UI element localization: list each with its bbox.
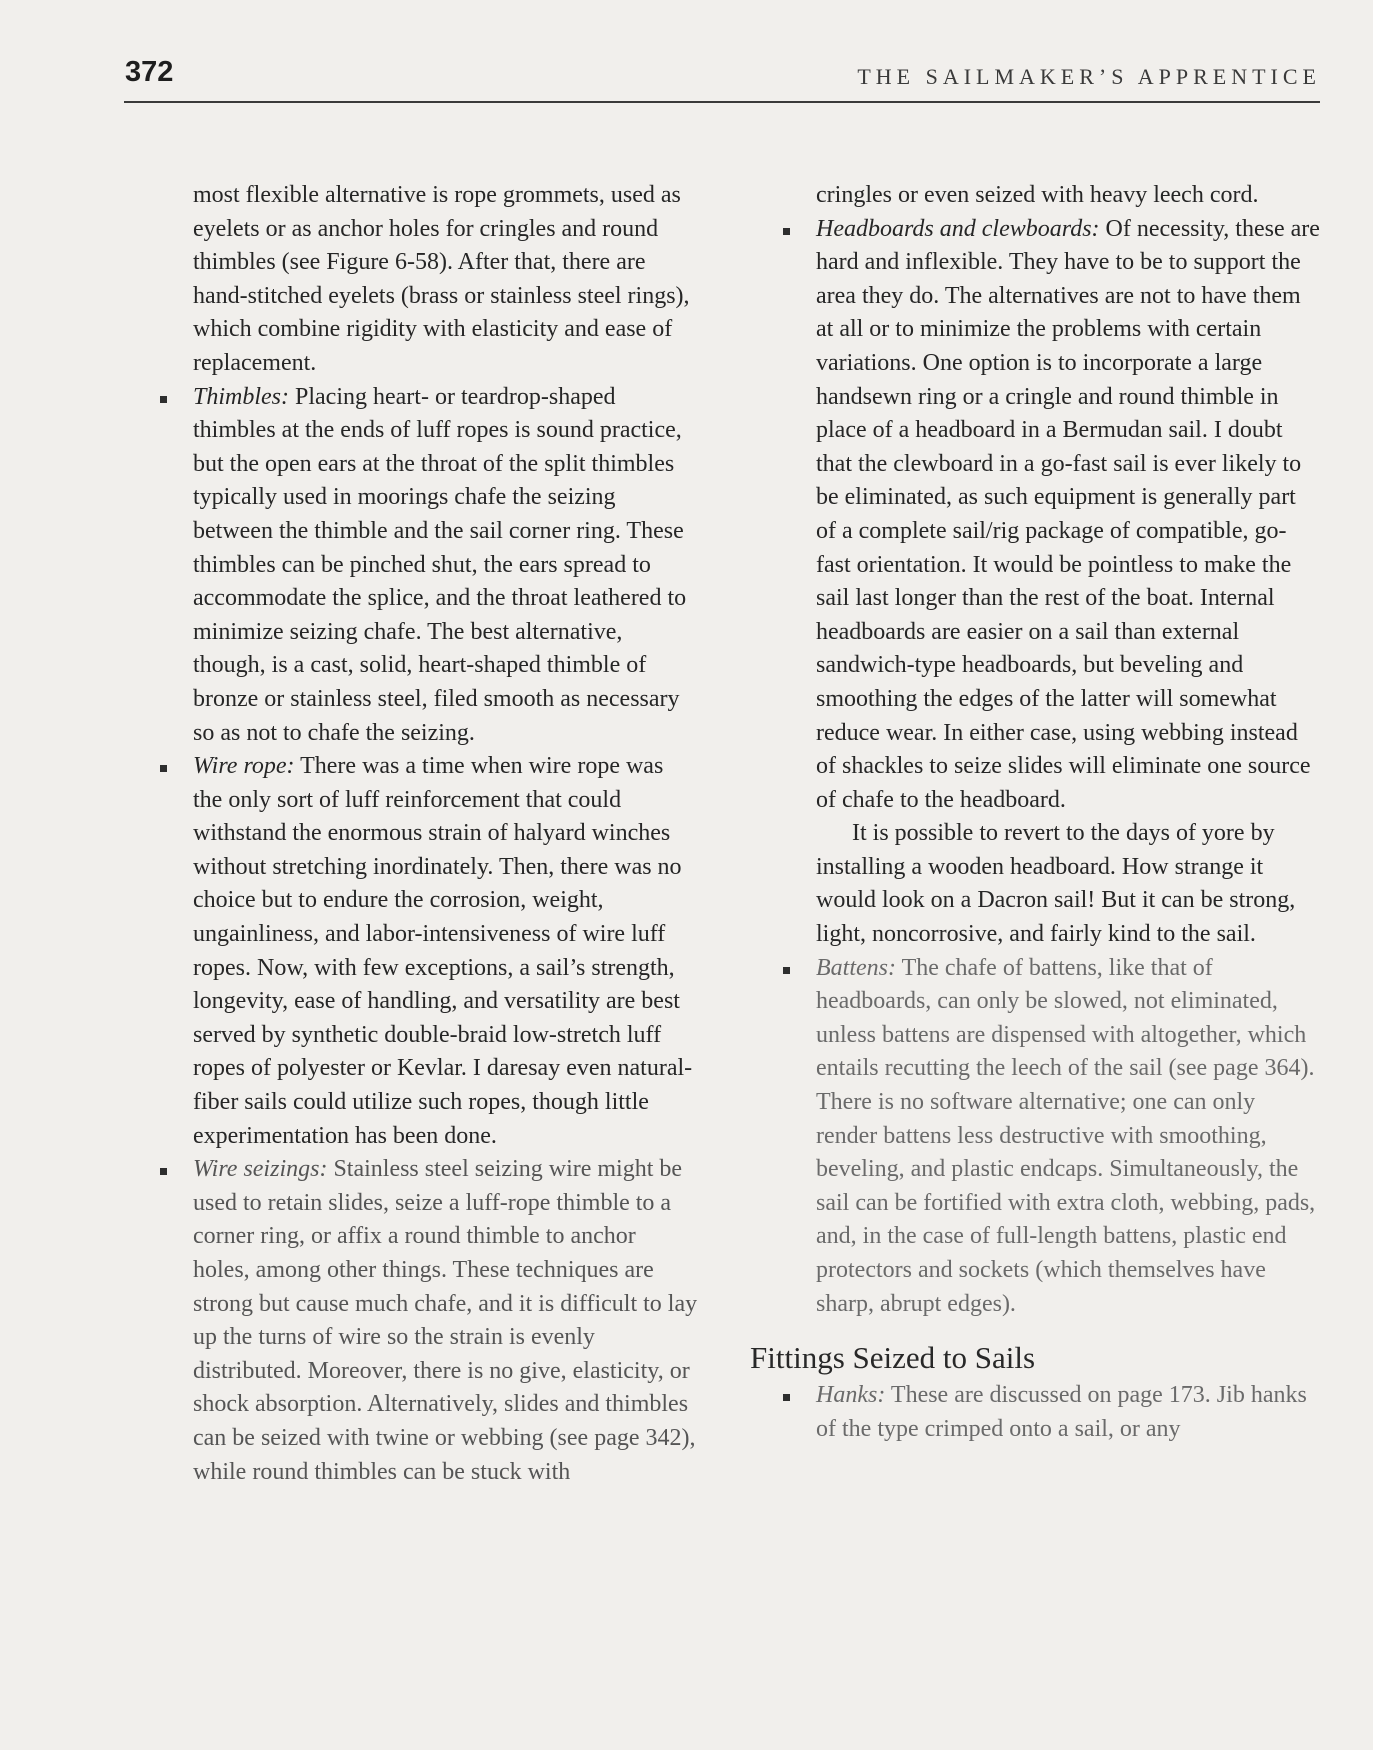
thimbles-text: Placing heart- or teardrop-shaped thimbles at the ends of luff ropes is sound practice, but the open ears at the throat of the split thimbles typically used in moorings chafe the seizing between the thimble and the sail corner ring. These thimbles can be pinched shut, the ears spread to accommodate the splice, and the throat leathered to minimize seizing chafe. The best alternative, though, is a cast, solid, heart-shaped thimble of bronze or stainless steel, filed smooth as necessary so as not to chafe the seizing.: [193, 383, 687, 746]
bullet-wire-seizings: [193, 1153, 698, 1489]
header-rule: [124, 101, 1320, 103]
term-wire-rope: Wire rope:: [193, 753, 295, 780]
revert-paragraph: It is possible to revert to the days of yore by installing a wooden headboard. How strange it would look on a Dacron sail! But it can be strong, light, noncorrosive, and fairly kind to the sail.: [816, 820, 1296, 948]
bullet-headboards: [816, 213, 1321, 818]
continuation-paragraph: cringles or even seized with heavy leech cord.: [816, 182, 1259, 208]
running-head: THE SAILMAKER’S APPRENTICE: [857, 64, 1321, 89]
term-thimbles: Thimbles:: [193, 383, 289, 410]
page-number: 372: [125, 56, 174, 88]
term-hanks: Hanks:: [816, 1382, 886, 1409]
wire-rope-text: There was a time when wire rope was the only sort of luff reinforcement that could withstand the enormous strain of halyard winches without stretching inordinately. Then, there was no choice but to endure the corrosion, weight, ungainliness, and labor-intensiveness of wire luff ropes. Now, with few exceptions, a sail’s strength, longevity, ease of handling, and versatility are best served by synthetic double-braid low-stretch luff ropes of polyester or Kevlar. I daresay even natural-fiber sails could utilize such ropes, though little experimentation has been done.: [193, 753, 693, 1149]
wire-seizings-text: Stainless steel seizing wire might be used to retain slides, seize a luff-rope thimble to a corner ring, or affix a round thimble to anchor holes, among other things. These techniques are strong but cause much chafe, and it is difficult to lay up the turns of wire so the strain is evenly distributed. Moreover, there is no give, elasticity, or shock absorption. Alternatively, slides and thimbles can be seized with twine or webbing (see page 342), while round thimbles can be stuck with: [193, 1156, 698, 1485]
intro-paragraph: most flexible alternative is rope grommets, used as eyelets or as anchor holes for cringles and round thimbles (see Figure 6-58). After that, there are hand-stitched eyelets (brass or stainless steel rings), which combine rigidity with elasticity and ease of replacement.: [193, 182, 690, 376]
battens-text: The chafe of battens, like that of headboards, can only be slowed, not eliminated, unless battens are dispensed with altogether, which entails recutting the leech of the sail (see page 364). There is no software alternative; one can only render battens less destructive with smoothing, beveling, and plastic endcaps. Simultaneously, the sail can be fortified with extra cloth, webbing, pads, and, in the case of full-length battens, plastic end protectors and sockets (which themselves have sharp, abrupt edges).: [816, 954, 1316, 1317]
term-headboards: Headboards and clewboards:: [816, 215, 1100, 242]
headboards-text: Of necessity, these are hard and inflexible. They have to be to support the area they do. The alternatives are not to have them at all or to minimize the problems with certain variations. One option is to incorporate a large handsewn ring or a cringle and round thimble in place of a headboard in a Bermudan sail. I doubt that the clewboard in a go-fast sail is ever likely to be eliminated, as such equipment is generally part of a complete sail/rig package of compatible, go-fast orientation. It would be pointless to make the sail last longer than the rest of the boat. Internal headboards are easier on a sail than external sandwich-type headboards, but beveling and smoothing the edges of the latter will somewhat reduce wear. In either case, using webbing instead of shackles to seize slides will eliminate one source of chafe to the headboard.: [816, 215, 1320, 813]
term-battens: Battens:: [816, 954, 896, 981]
left-column: [193, 179, 698, 1489]
hanks-text: These are discussed on page 173. Jib hanks of the type crimped onto a sail, or any: [816, 1382, 1307, 1442]
term-wire-seizings: Wire seizings:: [193, 1156, 328, 1183]
right-column: [750, 179, 1321, 1446]
section-heading: Fittings Seized to Sails: [750, 1340, 1036, 1376]
bullet-hanks: [816, 1379, 1321, 1446]
bullet-thimbles: [193, 381, 698, 751]
bullet-wire-rope: [193, 750, 698, 1153]
bullet-battens: [816, 952, 1321, 1322]
